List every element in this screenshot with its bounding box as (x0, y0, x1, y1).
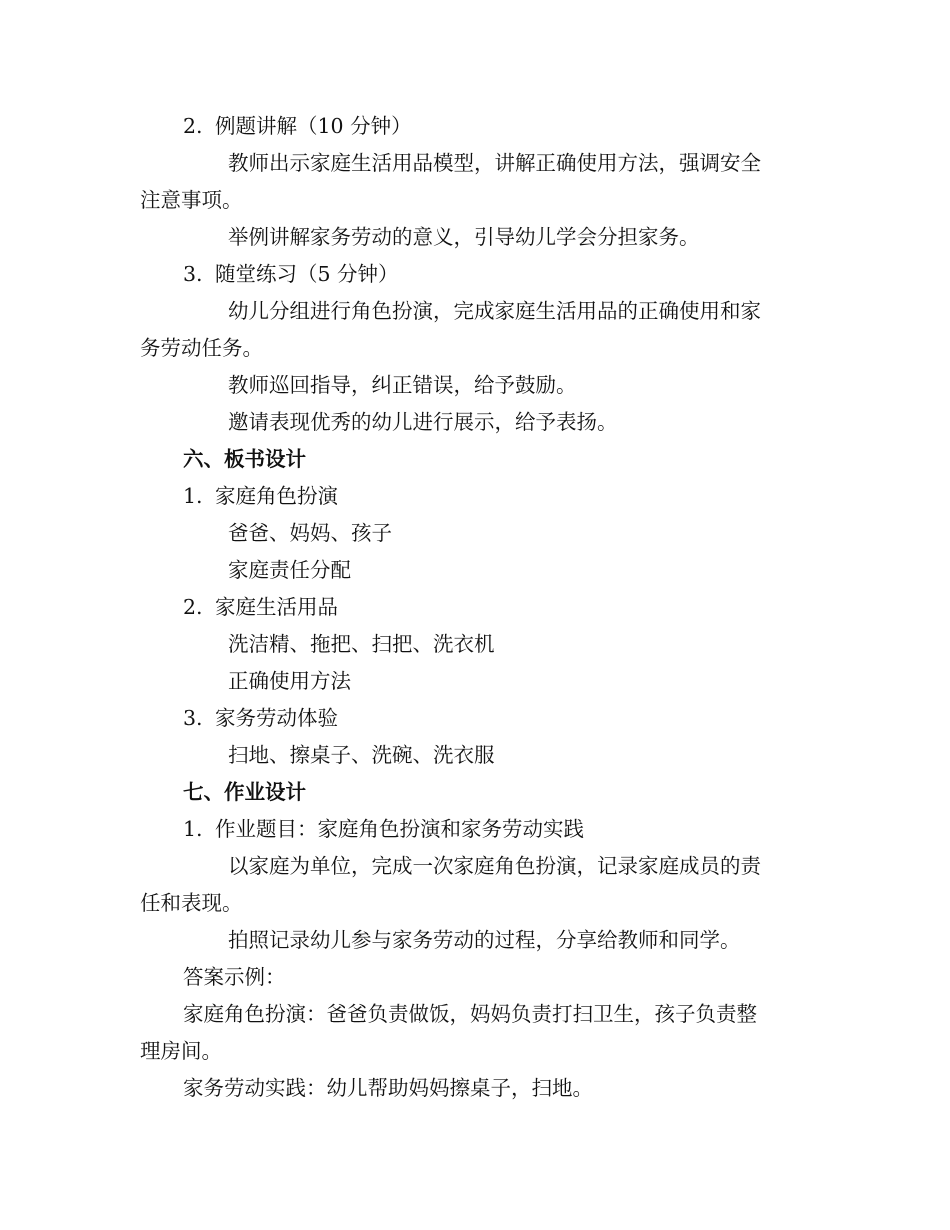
homework-heading: 七、作业设计 (183, 780, 306, 804)
example-section-number: 2. (183, 114, 203, 138)
practice-section-number: 3. (183, 262, 203, 286)
example-section-title-text: 例题讲解（10 分钟） (215, 114, 412, 138)
board-design-heading: 六、板书设计 (183, 447, 306, 471)
paragraph: 以家庭为单位，完成一次家庭角色扮演，记录家庭成员的责 (228, 854, 761, 878)
practice-section-title-text: 随堂练习（5 分钟） (215, 262, 399, 286)
board-item-number: 3. (183, 706, 203, 730)
paragraph: 幼儿分组进行角色扮演，完成家庭生活用品的正确使用和家 (228, 299, 761, 323)
answer-paragraph: 家庭角色扮演：爸爸负责做饭，妈妈负责打扫卫生，孩子负责整 (183, 1002, 757, 1026)
homework-item-title-text: 作业题目：家庭角色扮演和家务劳动实践 (215, 817, 584, 841)
board-item-line: 扫地、擦桌子、洗碗、洗衣服 (228, 743, 495, 767)
board-item-title-text: 家庭角色扮演 (215, 484, 338, 508)
paragraph: 教师巡回指导，纠正错误，给予鼓励。 (228, 373, 577, 397)
board-item-number: 2. (183, 595, 203, 619)
example-section-title (183, 114, 412, 138)
board-item-title (183, 595, 338, 619)
board-item-line: 正确使用方法 (228, 669, 351, 693)
homework-item-number: 1. (183, 817, 203, 841)
paragraph-continuation: 务劳动任务。 (140, 336, 263, 360)
paragraph: 拍照记录幼儿参与家务劳动的过程，分享给教师和同学。 (228, 928, 741, 952)
board-item-number: 1. (183, 484, 203, 508)
board-item-line: 家庭责任分配 (228, 558, 351, 582)
answer-label: 答案示例： (183, 965, 286, 989)
paragraph: 举例讲解家务劳动的意义，引导幼儿学会分担家务。 (228, 225, 700, 249)
homework-item-title (183, 817, 584, 841)
paragraph-continuation: 注意事项。 (140, 188, 243, 212)
answer-paragraph: 家务劳动实践：幼儿帮助妈妈擦桌子，扫地。 (183, 1076, 593, 1100)
paragraph-continuation: 任和表现。 (140, 891, 243, 915)
answer-paragraph-continuation: 理房间。 (140, 1039, 222, 1063)
paragraph: 邀请表现优秀的幼儿进行展示，给予表扬。 (228, 410, 618, 434)
paragraph: 教师出示家庭生活用品模型，讲解正确使用方法，强调安全 (228, 151, 761, 175)
practice-section-title (183, 262, 399, 286)
board-item-line: 洗洁精、拖把、扫把、洗衣机 (228, 632, 495, 656)
board-item-line: 爸爸、妈妈、孩子 (228, 521, 392, 545)
board-item-title-text: 家庭生活用品 (215, 595, 338, 619)
board-item-title-text: 家务劳动体验 (215, 706, 338, 730)
board-item-title (183, 706, 338, 730)
board-item-title (183, 484, 338, 508)
